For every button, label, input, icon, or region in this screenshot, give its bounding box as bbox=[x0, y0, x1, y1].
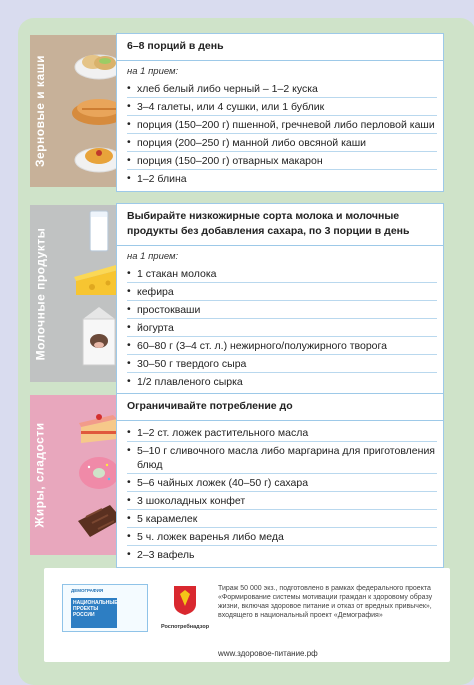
side-label-dairy: Молочные продукты bbox=[33, 227, 47, 360]
list-item: • 5–10 г сливочного масла либо маргарина для приготовления блюд bbox=[127, 442, 437, 474]
list-item: • хлеб белый либо черный – 1–2 куска bbox=[127, 80, 437, 98]
dairy-header: Выбирайте низкожирные сорта молока и молочные продукты без добавления сахара, по 3 порции в день bbox=[117, 204, 443, 246]
list-item: • 1 стакан молока bbox=[127, 265, 437, 283]
cake-icon bbox=[77, 409, 121, 445]
list-item: • 1–2 ст. ложек растительного масла bbox=[127, 424, 437, 442]
list-item: • 3–4 галеты, или 4 сушки, или 1 бублик bbox=[127, 98, 437, 116]
list-item: • йогурта bbox=[127, 319, 437, 337]
dairy-info-box bbox=[116, 203, 444, 395]
rospotrebnadzor-logo: Роспотребнадзор bbox=[157, 584, 213, 634]
fats-list bbox=[117, 421, 443, 567]
list-item: • порция (150–200 г) пшенной, гречневой либо перловой каши bbox=[127, 116, 437, 134]
list-item: • 3 шоколадных конфет bbox=[127, 492, 437, 510]
footer-text: Тираж 50 000 экз., подготовлено в рамках федерального проекта «Формирование системы мотивации граждан к здоровому образу жизни, включая здоровое питание и отказ от вредных привычек», входящего в национальный проект «Демография» bbox=[218, 585, 433, 619]
footer bbox=[44, 568, 450, 662]
fats-header: Ограничивайте потребление до bbox=[117, 394, 443, 421]
list-item: • порция (200–250 г) манной либо овсяной каши bbox=[127, 134, 437, 152]
side-label-grains: Зерновые и каши bbox=[33, 54, 48, 168]
footer-url[interactable]: www.здоровое-питание.рф bbox=[218, 649, 318, 658]
list-item: • 5 ч. ложек варенья либо меда bbox=[127, 528, 437, 546]
grains-info-box bbox=[116, 33, 444, 192]
national-projects-logo: ДЕМОГРАФИЯ НАЦИОНАЛЬНЫЕ ПРОЕКТЫ РОССИИ bbox=[62, 584, 148, 632]
list-item: • 1–2 блина bbox=[127, 170, 437, 187]
list-item: • 30–50 г твердого сыра bbox=[127, 355, 437, 373]
list-item: • 1/2 плавленого сырка bbox=[127, 373, 437, 390]
emblem-icon bbox=[172, 584, 198, 616]
side-label-fats: Жиры, сладости bbox=[33, 422, 47, 528]
fats-info-box bbox=[116, 393, 444, 568]
list-item: • 5–6 чайных ложек (40–50 г) сахара bbox=[127, 474, 437, 492]
section-fats-sweets bbox=[30, 395, 444, 561]
donut-icon bbox=[77, 455, 121, 491]
section-grains bbox=[30, 35, 444, 187]
grains-subheader: на 1 прием: bbox=[127, 66, 179, 77]
grains-header: 6–8 порций в день bbox=[117, 34, 443, 61]
milk-glass-icon bbox=[88, 209, 110, 253]
list-item: • порция (150–200 г) отварных макарон bbox=[127, 152, 437, 170]
list-item: • простокваши bbox=[127, 301, 437, 319]
list-item: • 5 карамелек bbox=[127, 510, 437, 528]
dairy-subheader: на 1 прием: bbox=[127, 251, 179, 262]
list-item: • 60–80 г (3–4 ст. л.) нежирного/полужирного творога bbox=[127, 337, 437, 355]
list-item: • 2–3 вафель bbox=[127, 546, 437, 563]
section-dairy bbox=[30, 205, 444, 388]
dairy-list bbox=[117, 265, 443, 394]
list-item: • кефира bbox=[127, 283, 437, 301]
grains-list bbox=[117, 80, 443, 191]
